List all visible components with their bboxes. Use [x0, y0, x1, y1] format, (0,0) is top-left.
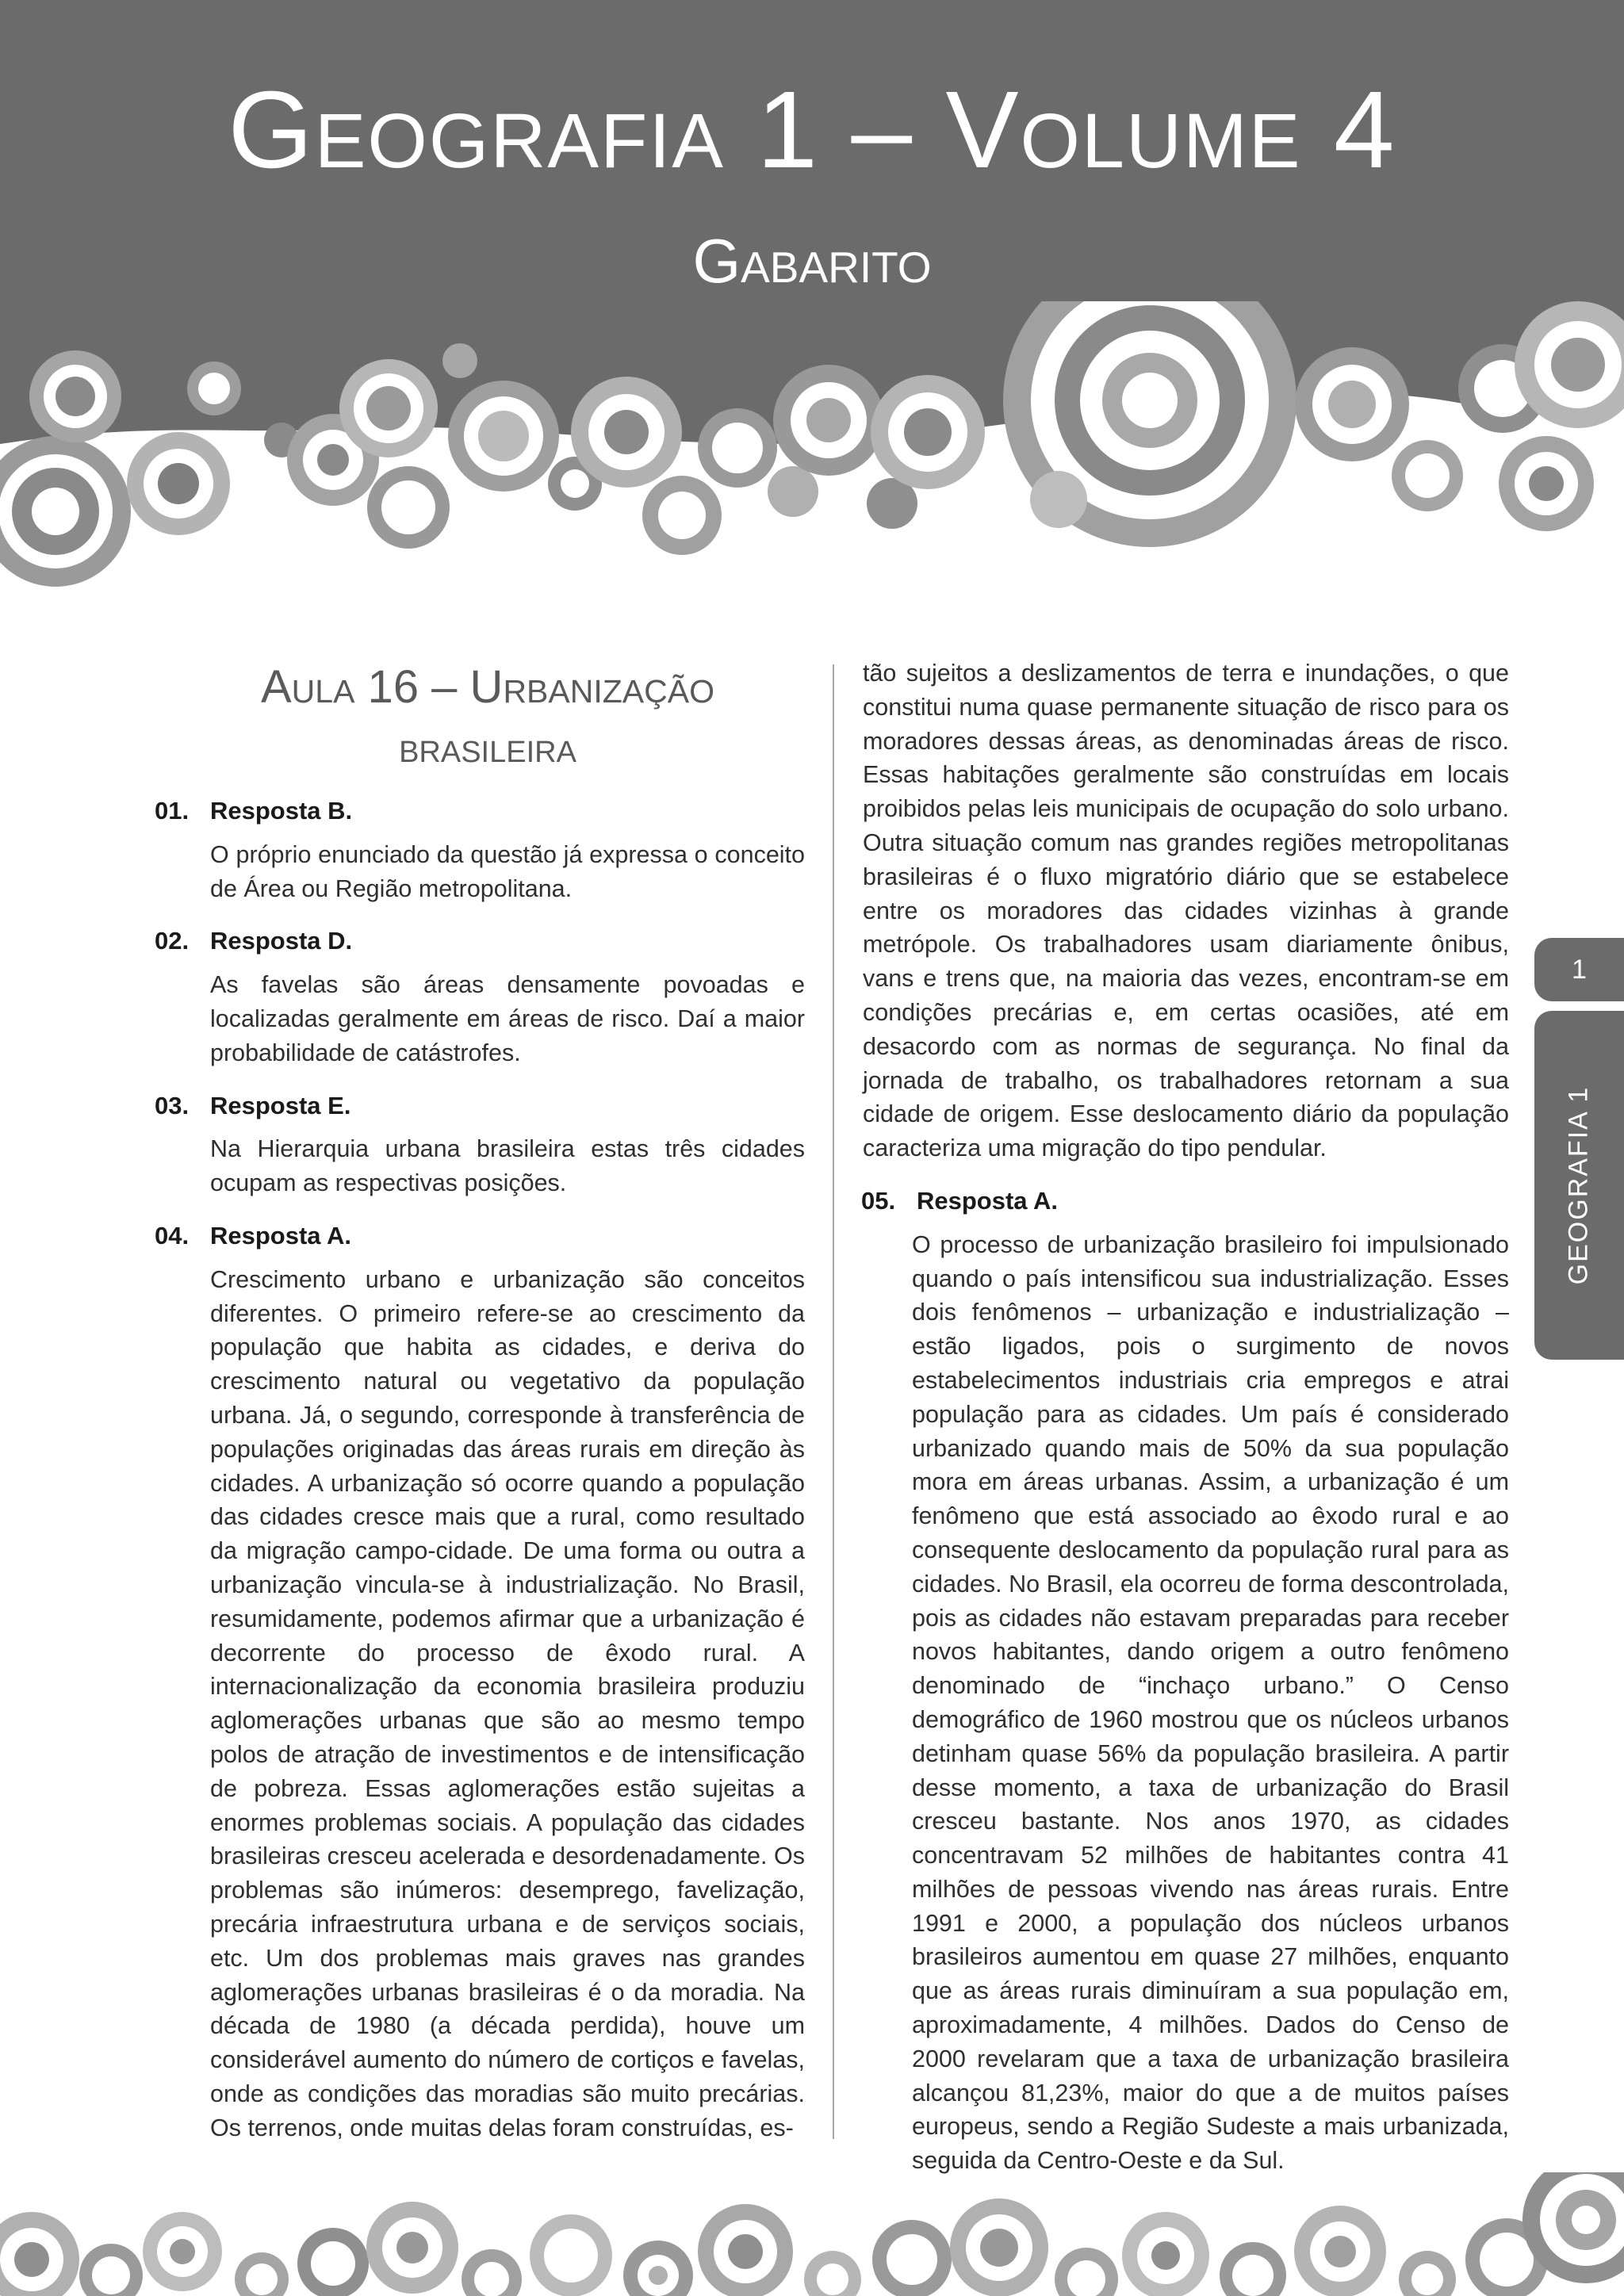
question-heading-04 — [155, 1219, 805, 1253]
column-divider — [833, 664, 834, 2139]
question-answer: Resposta B. — [210, 797, 353, 825]
right-column — [863, 656, 1509, 2178]
question-text-02: As favelas são áreas densamente povoadas e localizadas geralmente em áreas de risco. Daí a maior probabilidade de catástrofes. — [210, 971, 805, 1066]
question-number: 05. — [861, 1186, 896, 1215]
question-number: 02. — [155, 927, 190, 955]
page-subtitle: Gabarito — [692, 226, 932, 296]
decorative-circles-top — [0, 301, 1624, 634]
question-heading-01 — [155, 794, 805, 828]
left-column — [155, 650, 805, 2145]
section-subtitle: BRASILEIRA — [399, 736, 576, 769]
question-text-04: Crescimento urbano e urbanização são conceitos diferentes. O primeiro refere-se ao crescimento da população que habita as cidades, e deriva do crescimento natural ou vegetativo da população urbana. Já, o segundo, corresponde à transferência de populações originadas das áreas rurais em direção às cidades. A urbanização só ocorre quando a população das cidades cresce mais que a rural, como resultado da migração campo-cidade. De uma forma ou outra a urbanização vincula-se à industrialização. No Brasil, resumidamente, podemos afirmar que a urbanização é decorrente do processo de êxodo rural. A internacionalização da economia brasileira produziu aglomerações urbanas que são ao mesmo tempo polos de atração de investimentos e de intensificação de pobreza. Essas aglomerações estão sujeitas a enormes problemas sociais. A população das cidades brasileiras cresceu acelerada e desordenadamente. Os problemas são inúmeros: desemprego, favelização, precária infraestrutura urbana e de serviços sociais, etc. Um dos problemas mais graves nas grandes aglomerações urbanas brasileiras é o da moradia. Na década de 1980 (a década perdida), houve um considerável aumento do número de cortiços e favelas, onde as condições das moradias são muito precárias. Os terrenos, onde muitas delas foram construídas, es- — [210, 1265, 805, 2141]
question-text-05: O processo de urbanização brasileiro foi impulsionado quando o país intensificou sua industrialização. Esses dois fenômenos – urbanização e industrialização – estão ligados, pois o surgimento de novos estabelecimentos industriais cria empregos e atrai população para as cidades. Um país é considerado urbanizado quando mais de 50% da sua população mora em áreas urbanas. Assim, a urbanização é um fenômeno que está associado ao êxodo rural e ao consequente deslocamento da população rural para as cidades. No Brasil, ela ocorreu de forma descontrolada, pois as cidades não estavam preparadas para receber novos habitantes, dando origem a outro fenômeno denominado de “inchaço urbano.” O Censo demográfico de 1960 mostrou que os núcleos urbanos detinham quase 56% da população brasileira. A partir desse momento, a taxa de urbanização do Brasil cresceu bastante. Nos anos 1970, as cidades concentravam 52 milhões de habitantes contra 41 milhões de pessoas vivendo nas áreas rurais. Entre 1991 e 2000, a população dos núcleos urbanos brasileiros aumentou em quase 27 milhões, enquanto que as áreas rurais diminuíram a sua população em, aproximadamente, 4 milhões. Dados do Censo de 2000 revelaram que a taxa de urbanização brasileira alcançou 81,23%, maior do que a de muitos países europeus, sendo a Região Sudeste a mais urbanizada, seguida da Centro-Oeste e da Sul. — [912, 1230, 1509, 2175]
page-number: 1 — [1572, 954, 1587, 985]
question-heading-03 — [155, 1089, 805, 1123]
question-number: 04. — [155, 1221, 190, 1249]
subject-tab — [1534, 1011, 1624, 1360]
question-text-01: O próprio enunciado da questão já expressa o conceito de Área ou Região metropolitana. — [210, 840, 805, 902]
question-answer: Resposta D. — [210, 927, 353, 955]
subject-tab-label: GEOGRAFIA 1 — [1563, 1085, 1594, 1285]
question-heading-02 — [155, 924, 805, 959]
decorative-circles-bottom — [0, 2172, 1624, 2296]
question-number: 03. — [155, 1091, 190, 1119]
question-answer: Resposta A. — [917, 1186, 1059, 1215]
question-text-03: Na Hierarquia urbana brasileira estas três cidades ocupam as respectivas posições. — [210, 1135, 805, 1197]
page-number-tab — [1534, 938, 1624, 1001]
question-answer: Resposta A. — [210, 1221, 352, 1249]
page-title: Geografia 1 – Volume 4 — [228, 69, 1396, 191]
question-number: 01. — [155, 797, 190, 825]
section-title: Aula 16 – Urbanização — [261, 661, 714, 713]
question-heading-05 — [861, 1184, 1509, 1219]
question-text-04-continuation: tão sujeitos a deslizamentos de terra e inundações, o que constitui numa quase permanente situação de risco para os moradores dessas áreas, as denominadas áreas de risco. Essas habitações geralmente são construídas em locais proibidos pelas leis municipais de ocupação do solo urbano. Outra situação comum nas grandes regiões metropolitanas brasileiras é o fluxo migratório diário que se estabelece entre os moradores das cidades vizinhas à grande metrópole. Os trabalhadores usam diariamente ônibus, vans e trens que, na maioria das vezes, encontram-se em condições precárias e, em certas ocasiões, até em desacordo com as normas de segurança. No final da jornada de trabalho, os trabalhadores retornam a sua cidade de origem. Esse deslocamento diário da população caracteriza uma migração do tipo pendular. — [863, 660, 1509, 1162]
question-answer: Resposta E. — [210, 1091, 351, 1119]
